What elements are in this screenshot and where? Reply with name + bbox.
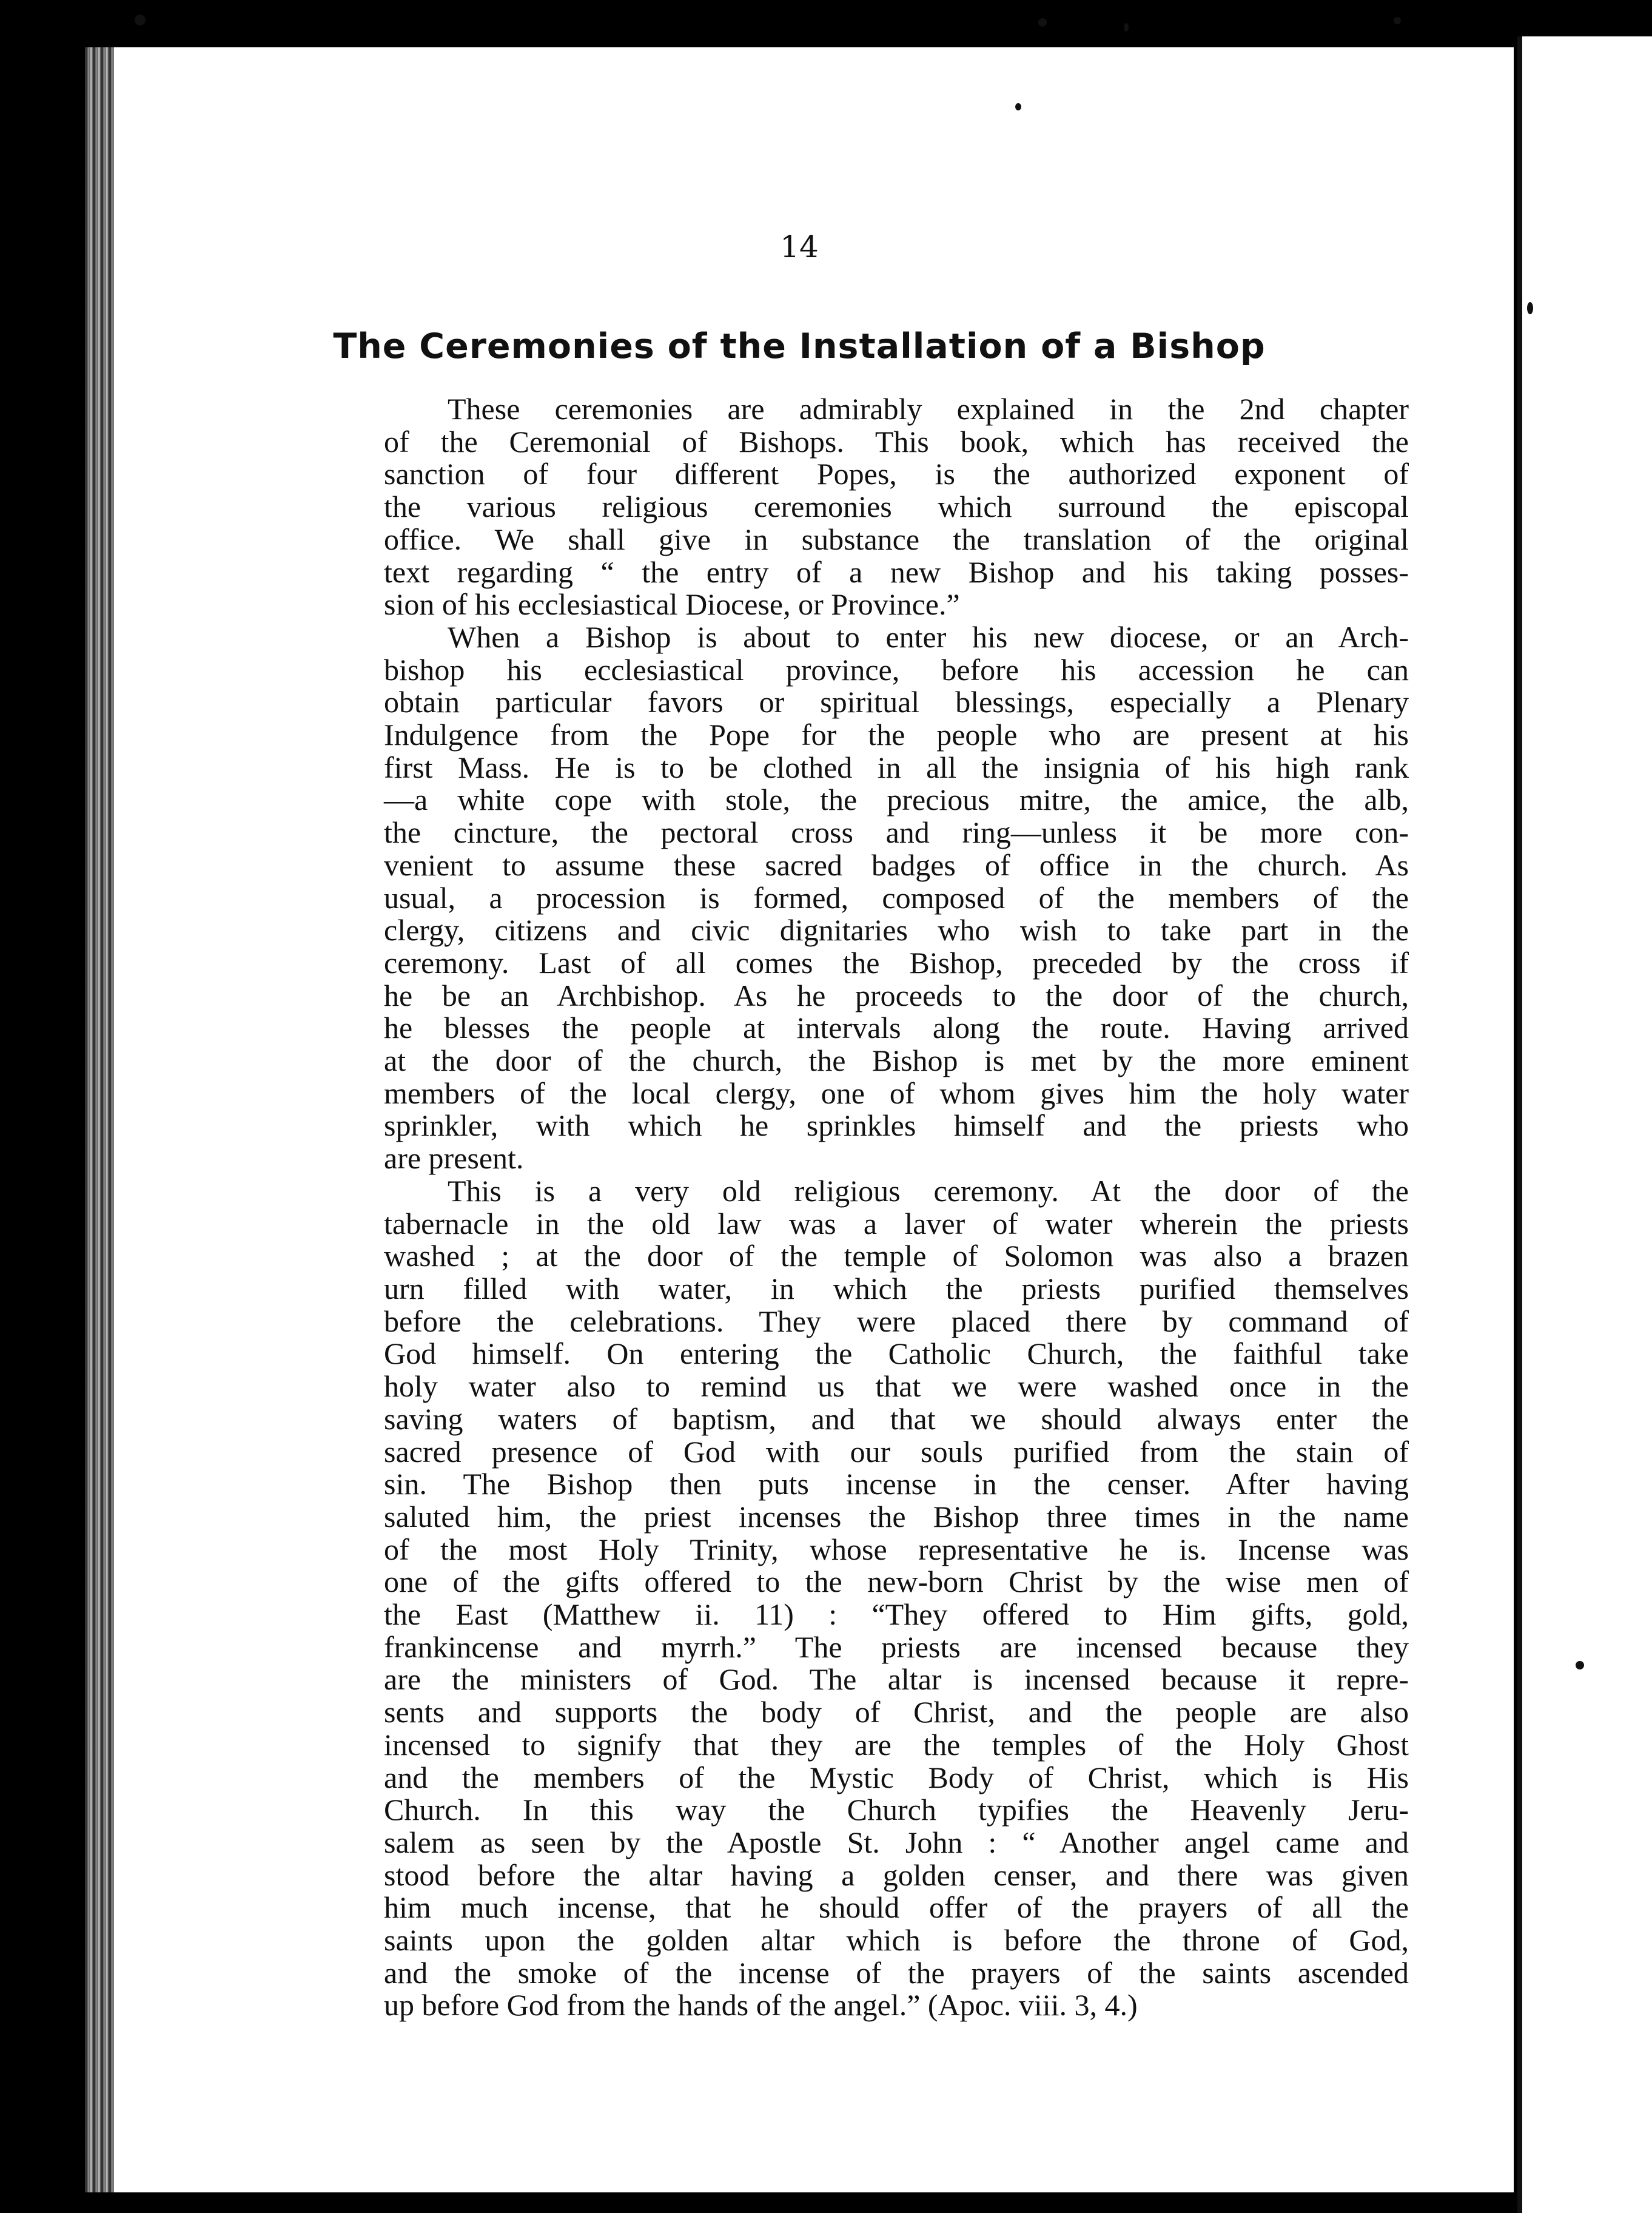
- text-line: This is a very old religious ceremony. At the door of the: [448, 1173, 1409, 1208]
- text-line: frankincense and myrrh.” The priests are incensed because they: [384, 1629, 1409, 1664]
- text-line: the East (Matthew ii. 11) : “They offered to Him gifts, gold,: [384, 1597, 1409, 1632]
- text-line: sprinkler, with which he sprinkles himself and the priests who: [384, 1108, 1409, 1143]
- text-line: Church. In this way the Church typifies the Heavenly Jeru-: [384, 1793, 1409, 1827]
- text-line: clergy, citizens and civic dignitaries who wish to take part in the: [384, 913, 1409, 948]
- text-line: washed ; at the door of the temple of Solomon was also a brazen: [384, 1239, 1409, 1273]
- chapter-title: The Ceremonies of the Installation of a Bishop: [333, 326, 1266, 366]
- text-line: venient to assume these sacred badges of office in the church. As: [384, 847, 1409, 882]
- text-line: salem as seen by the Apostle St. John : “ Another angel came and: [384, 1825, 1409, 1859]
- text-line: are present.: [384, 1141, 524, 1176]
- scan-speck: [1576, 1661, 1584, 1669]
- text-line: Indulgence from the Pope for the people who are present at his: [384, 718, 1409, 752]
- text-line: When a Bishop is about to enter his new diocese, or an Arch-: [448, 619, 1409, 654]
- text-line: text regarding “ the entry of a new Bishop and his taking posses-: [384, 554, 1409, 589]
- text-line: first Mass. He is to be clothed in all the insignia of his high rank: [384, 750, 1409, 784]
- text-line: before the celebrations. They were placed there by command of: [384, 1304, 1409, 1338]
- text-line: him much incense, that he should offer of the prayers of all the: [384, 1890, 1409, 1925]
- text-line: he be an Archbishop. As he proceeds to the door of the church,: [384, 978, 1409, 1012]
- scan-speck: [135, 15, 146, 25]
- text-line: stood before the altar having a golden censer, and there was given: [384, 1858, 1409, 1892]
- text-line: of the Ceremonial of Bishops. This book, which has received the: [384, 424, 1409, 459]
- text-line: ceremony. Last of all comes the Bishop, preceded by the cross if: [384, 945, 1409, 980]
- text-line: sion of his ecclesiastical Diocese, or Province.”: [384, 587, 960, 622]
- body-text: [384, 393, 1409, 2022]
- text-line: urn filled with water, in which the priests purified themselves: [384, 1271, 1409, 1305]
- text-line: holy water also to remind us that we were washed once in the: [384, 1369, 1409, 1404]
- scan-speck: [1394, 17, 1401, 24]
- text-line: office. We shall give in substance the translation of the original: [384, 522, 1409, 556]
- text-line: tabernacle in the old law was a laver of water wherein the priests: [384, 1206, 1409, 1241]
- text-line: saving waters of baptism, and that we should always enter the: [384, 1401, 1409, 1436]
- text-line: the various religious ceremonies which surround the episcopal: [384, 490, 1409, 524]
- scan-speck: [1038, 18, 1047, 27]
- text-line: —a white cope with stole, the precious mitre, the amice, the alb,: [384, 783, 1409, 817]
- text-line: the cincture, the pectoral cross and ring—unless it be more con-: [384, 815, 1409, 850]
- text-line: he blesses the people at intervals along the route. Having arrived: [384, 1011, 1409, 1045]
- text-line: sents and supports the body of Christ, and the people are also: [384, 1695, 1409, 1730]
- text-line: and the smoke of the incense of the prayers of the saints ascended: [384, 1955, 1409, 1990]
- text-line: are the ministers of God. The altar is incensed because it repre-: [384, 1662, 1409, 1697]
- text-line: saints upon the golden altar which is before the throne of God,: [384, 1923, 1409, 1958]
- paragraph: [384, 393, 1409, 621]
- paragraph: [384, 621, 1409, 1175]
- text-line: saluted him, the priest incenses the Bishop three times in the name: [384, 1499, 1409, 1534]
- scan-speck: [1124, 23, 1129, 32]
- text-line: God himself. On entering the Catholic Church, the faithful take: [384, 1336, 1409, 1371]
- text-line: one of the gifts offered to the new-born Christ by the wise men of: [384, 1565, 1409, 1599]
- paragraph: [384, 1175, 1409, 2022]
- text-line: incensed to signify that they are the temples of the Holy Ghost: [384, 1727, 1409, 1762]
- text-line: bishop his ecclesiastical province, before his accession he can: [384, 652, 1409, 687]
- text-line: sanction of four different Popes, is the authorized exponent of: [384, 457, 1409, 491]
- scan-speck: [1015, 103, 1021, 110]
- text-line: of the most Holy Trinity, whose representative he is. Incense was: [384, 1532, 1409, 1566]
- text-line: and the members of the Mystic Body of Christ, which is His: [384, 1760, 1409, 1794]
- page-gutter-edge: [85, 47, 114, 2192]
- text-line: sin. The Bishop then puts incense in the censer. After having: [384, 1467, 1409, 1501]
- text-line: sacred presence of God with our souls purified from the stain of: [384, 1434, 1409, 1469]
- page-number: 14: [780, 229, 819, 264]
- text-line: obtain particular favors or spiritual blessings, especially a Plenary: [384, 685, 1409, 719]
- scan-speck: [1527, 302, 1533, 314]
- text-line: members of the local clergy, one of whom gives him the holy water: [384, 1076, 1409, 1110]
- text-line: up before God from the hands of the angel.” (Apoc. viii. 3, 4.): [384, 1988, 1138, 2023]
- text-line: usual, a procession is formed, composed of the members of the: [384, 880, 1409, 915]
- facing-page-edge: [1517, 36, 1652, 2213]
- text-line: These ceremonies are admirably explained in the 2nd chapter: [448, 392, 1409, 426]
- book-page: [85, 47, 1514, 2192]
- text-line: at the door of the church, the Bishop is met by the more eminent: [384, 1043, 1409, 1078]
